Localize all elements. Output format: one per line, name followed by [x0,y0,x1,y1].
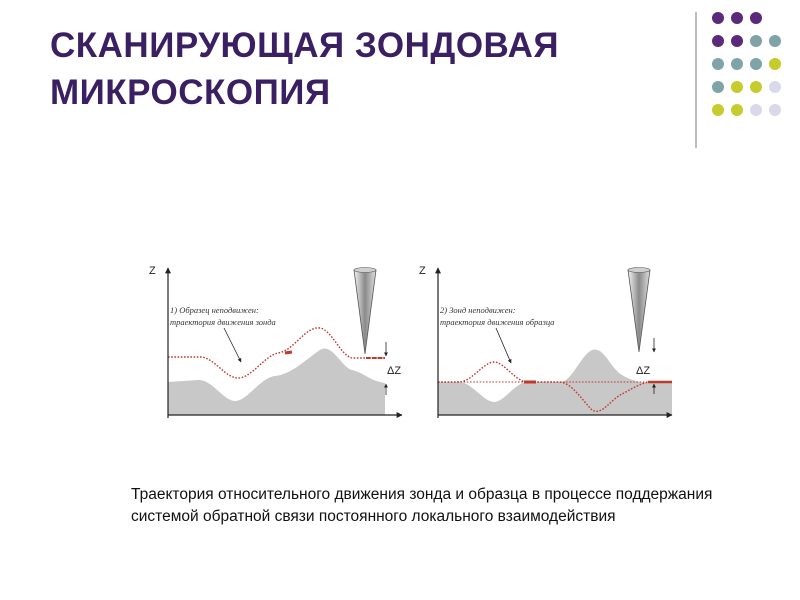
decorative-dot [731,12,743,24]
decorative-dot [712,81,724,93]
decorative-dot-grid [712,12,792,136]
right-delta-z-label: ΔZ [636,365,651,377]
decorative-dot [750,58,762,70]
decorative-dot [769,35,781,47]
decorative-dot [712,12,724,24]
right-panel-label-line2: траектория движения образца [440,317,555,327]
figure-caption: Траектория относительного движения зонда и образца в процессе поддержания системой обратной связи постоянного локального взаимодействия [131,486,713,525]
decorative-dot [769,58,781,70]
left-probe-tip-icon [354,270,376,354]
left-panel-label-line1: 1) Образец неподвижен: [170,305,259,315]
decorative-dot [712,58,724,70]
right-probe-tip-top [628,268,650,273]
decorative-dot [731,81,743,93]
right-label-pointer [496,328,511,363]
decorative-divider-line [695,12,697,148]
decorative-dot [731,35,743,47]
left-trajectory-highlight-1 [285,352,292,353]
slide-title [50,22,690,116]
right-probe-tip-icon [628,270,650,352]
right-panel [419,265,672,418]
left-sample-surface [168,348,385,415]
title-line-2: МИКРОСКОПИЯ [50,73,331,112]
left-z-axis-label: Z [149,265,156,277]
decorative-dot [750,35,762,47]
left-delta-z-label: ΔZ [387,365,402,377]
decorative-dot [769,81,781,93]
right-panel-label-line1: 2) Зонд неподвижен: [440,305,516,315]
decorative-dot [712,35,724,47]
decorative-dot [750,81,762,93]
decorative-dot [712,104,724,116]
title-line-1: СКАНИРУЮЩАЯ ЗОНДОВАЯ [50,26,560,65]
decorative-dot [750,12,762,24]
decorative-dot [769,104,781,116]
left-panel [149,265,402,418]
left-label-pointer [224,328,241,362]
left-panel-label-line2: траектория движения зонда [170,317,276,327]
decorative-dot [750,104,762,116]
spm-trajectory-figure [140,250,680,440]
left-probe-tip-top [354,268,376,273]
decorative-dot [731,58,743,70]
decorative-dot [731,104,743,116]
right-z-axis-label: Z [419,265,426,277]
